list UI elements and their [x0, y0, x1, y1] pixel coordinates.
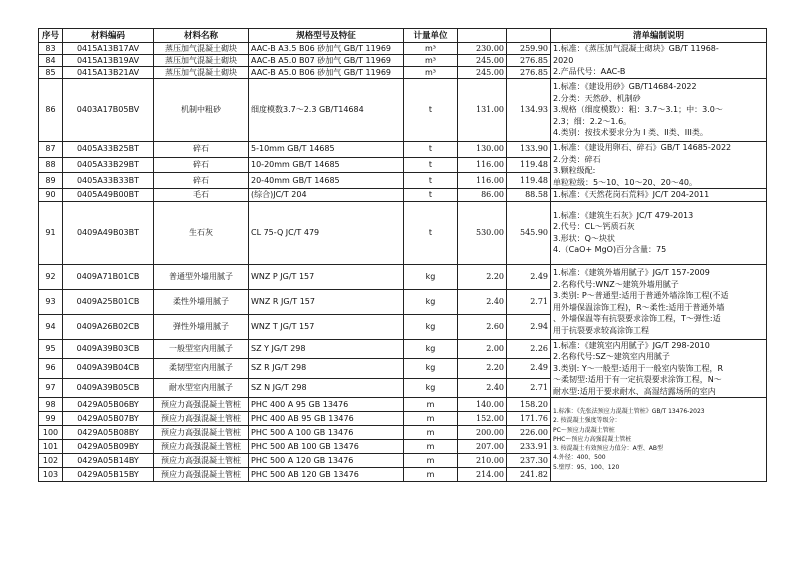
row-seq: 98	[39, 398, 63, 412]
row-seq: 89	[39, 173, 63, 189]
note-line: 4.外径：400、500	[553, 454, 606, 462]
row-unit: m	[404, 412, 458, 426]
row-code: 0409A26B02CB	[63, 314, 154, 339]
row-spec: AAC-B A3.5 B06 砂加气 GB/T 11969	[249, 43, 404, 55]
row-price-tax: 2.49	[507, 264, 551, 289]
row-spec: CL 75-Q JC/T 479	[249, 201, 404, 264]
row-name: 柔韧型室内用腻子	[154, 359, 249, 379]
notes-cell	[551, 142, 767, 189]
row-unit: m	[404, 454, 458, 468]
row-price-tax: 2.94	[507, 314, 551, 339]
row-spec: 10-20mm GB/T 14685	[249, 157, 404, 173]
row-seq: 97	[39, 378, 63, 398]
note-line: 2.分类：天然砂、机制砂	[553, 93, 641, 103]
row-unit: m³	[404, 67, 458, 79]
table-row	[39, 264, 767, 289]
header-desc: 清单编制说明	[551, 29, 767, 43]
row-spec: WNZ T JG/T 157	[249, 314, 404, 339]
table-body	[39, 43, 767, 482]
row-price-base: 214.00	[458, 468, 507, 482]
row-price-base: 140.00	[458, 398, 507, 412]
header-spec: 规格型号及特征	[249, 29, 404, 43]
row-code: 0415A13B19AV	[63, 55, 154, 67]
row-unit: m	[404, 468, 458, 482]
table-row	[39, 398, 767, 412]
row-unit: t	[404, 173, 458, 189]
row-seq: 103	[39, 468, 63, 482]
row-spec: SZ Y JG/T 298	[249, 339, 404, 359]
row-price-tax: 134.93	[507, 79, 551, 142]
row-spec: PHC 500 A 120 GB 13476	[249, 454, 404, 468]
row-spec: 细度模数3.7～2.3 GB/T14684	[249, 79, 404, 142]
note-line: 1.标准：《天然花岗石荒料》JC/T 204-2011	[553, 190, 710, 199]
note-line: 耐水型:适用于要求耐水、高湿结露场所的室内	[553, 386, 716, 396]
row-name: 生石灰	[154, 201, 249, 264]
row-price-base: 207.00	[458, 440, 507, 454]
notes-cell	[551, 264, 767, 339]
row-code: 0415A13B17AV	[63, 43, 154, 55]
header-unit: 计量单位	[404, 29, 458, 43]
note-line: PHC～预应力高强混凝土管桩	[553, 435, 632, 443]
row-name: 预应力高强混凝土管桩	[154, 426, 249, 440]
note-line: 2.分类：碎石	[553, 154, 601, 164]
row-code: 0405A33B33BT	[63, 173, 154, 189]
row-unit: kg	[404, 359, 458, 379]
row-price-base: 130.00	[458, 142, 507, 158]
row-unit: kg	[404, 378, 458, 398]
row-code: 0429A05B08BY	[63, 426, 154, 440]
row-unit: kg	[404, 264, 458, 289]
row-code: 0409A49B03BT	[63, 201, 154, 264]
row-price-tax: 276.85	[507, 55, 551, 67]
row-seq: 83	[39, 43, 63, 55]
row-spec: AAC-B A5.0 B07 砂加气 GB/T 11969	[249, 55, 404, 67]
note-line: 3.颗粒级配:	[553, 166, 596, 175]
row-unit: kg	[404, 314, 458, 339]
row-seq: 99	[39, 412, 63, 426]
row-price-tax: 119.48	[507, 173, 551, 189]
note-line: 2020	[553, 55, 574, 65]
row-name: 耐水型室内用腻子	[154, 378, 249, 398]
note-line: 1.标准：《建筑室内用腻子》JG/T 298-2010	[553, 340, 710, 350]
row-name: 碎石	[154, 157, 249, 173]
row-spec: WNZ R JG/T 157	[249, 289, 404, 314]
row-price-tax: 545.90	[507, 201, 551, 264]
row-spec: AAC-B A5.0 B06 砂加气 GB/T 11969	[249, 67, 404, 79]
row-spec: SZ N JG/T 298	[249, 378, 404, 398]
row-code: 0429A05B14BY	[63, 454, 154, 468]
row-price-tax: 88.58	[507, 189, 551, 202]
row-price-tax: 233.91	[507, 440, 551, 454]
row-seq: 93	[39, 289, 63, 314]
note-line: 1.标准：《建筑外墙用腻子》JG/T 157-2009	[553, 268, 710, 277]
row-price-base: 131.00	[458, 79, 507, 142]
row-code: 0405A33B25BT	[63, 142, 154, 158]
row-name: 弹性外墙用腻子	[154, 314, 249, 339]
notes-cell	[551, 79, 767, 142]
table-row	[39, 79, 767, 142]
row-code: 0405A33B29BT	[63, 157, 154, 173]
note-line: 1.标准：《建设用砂》GB/T14684-2022	[553, 82, 697, 92]
note-line: 5.壁厚：95、100、120	[553, 463, 620, 471]
note-line: 3.形状：Q～块状	[553, 233, 615, 243]
row-seq: 102	[39, 454, 63, 468]
row-name: 预应力高强混凝土管桩	[154, 412, 249, 426]
row-price-tax: 276.85	[507, 67, 551, 79]
note-line: 2.名称代号:SZ～建筑室内用腻子	[553, 352, 670, 361]
row-price-base: 210.00	[458, 454, 507, 468]
row-unit: t	[404, 189, 458, 202]
note-line: 1.标准：《建筑生石灰》JC/T 479-2013	[553, 210, 694, 220]
row-price-tax: 2.71	[507, 289, 551, 314]
row-name: 柔性外墙用腻子	[154, 289, 249, 314]
notes-cell	[551, 201, 767, 264]
row-seq: 96	[39, 359, 63, 379]
row-price-tax: 158.20	[507, 398, 551, 412]
table-row	[39, 201, 767, 264]
row-seq: 90	[39, 189, 63, 202]
row-code: 0409A39B04CB	[63, 359, 154, 379]
row-price-tax: 2.71	[507, 378, 551, 398]
row-unit: m³	[404, 43, 458, 55]
row-name: 预应力高强混凝土管桩	[154, 398, 249, 412]
row-unit: m	[404, 440, 458, 454]
row-name: 毛石	[154, 189, 249, 202]
note-line: 3.类别: P～普通型:适用于普通外墙涂饰工程(不适	[553, 291, 729, 300]
row-seq: 84	[39, 55, 63, 67]
row-name: 预应力高强混凝土管桩	[154, 440, 249, 454]
row-unit: m	[404, 426, 458, 440]
note-line: PC～预应力混凝土管桩	[553, 426, 615, 434]
notes-cell	[551, 43, 767, 79]
row-code: 0409A71B01CB	[63, 264, 154, 289]
header-price-2	[507, 29, 551, 43]
row-price-base: 2.20	[458, 264, 507, 289]
row-price-tax: 171.76	[507, 412, 551, 426]
row-spec: PHC 500 AB 120 GB 13476	[249, 468, 404, 482]
note-line: 3.规格（细度模数）：粗：3.7～3.1；中：3.0～	[553, 105, 723, 115]
row-spec: WNZ P JG/T 157	[249, 264, 404, 289]
note-line: 1.标准：《建设用卵石、碎石》GB/T 14685-2022	[553, 143, 732, 152]
notes-cell	[551, 339, 767, 398]
note-line: ～柔韧型:适用于有一定抗裂要求涂饰工程，N～	[553, 375, 722, 384]
row-code: 0409A39B03CB	[63, 339, 154, 359]
row-price-base: 245.00	[458, 67, 507, 79]
row-code: 0429A05B06BY	[63, 398, 154, 412]
row-price-base: 86.00	[458, 189, 507, 202]
header-code: 材料编码	[63, 29, 154, 43]
row-price-tax: 241.82	[507, 468, 551, 482]
note-line: 4.类别：按技术要求分为 I 类、II类、III类。	[553, 128, 708, 138]
row-price-base: 2.40	[458, 378, 507, 398]
note-line: 用于抗裂要求较高涂饰工程	[553, 325, 649, 335]
row-code: 0409A25B01CB	[63, 289, 154, 314]
header-row	[39, 29, 767, 43]
row-price-tax: 237.30	[507, 454, 551, 468]
row-code: 0429A05B09BY	[63, 440, 154, 454]
row-seq: 94	[39, 314, 63, 339]
row-price-base: 2.20	[458, 359, 507, 379]
note-line: 2.产品代号：AAC-B	[553, 67, 626, 77]
material-price-sheet	[38, 28, 767, 482]
table-row	[39, 43, 767, 55]
row-price-base: 230.00	[458, 43, 507, 55]
note-line: 1.标准：《蒸压加气混凝土砌块》GB/T 11968-	[553, 44, 719, 54]
row-unit: t	[404, 201, 458, 264]
row-price-tax: 2.26	[507, 339, 551, 359]
row-name: 机制中粗砂	[154, 79, 249, 142]
row-price-tax: 259.90	[507, 43, 551, 55]
row-spec: PHC 500 AB 100 GB 13476	[249, 440, 404, 454]
row-name: 蒸压加气混凝土砌块	[154, 43, 249, 55]
row-spec: (综合)JC/T 204	[249, 189, 404, 202]
note-line: 单粒粒级：5～10、10～20、20～40。	[553, 177, 697, 187]
row-price-base: 152.00	[458, 412, 507, 426]
row-name: 蒸压加气混凝土砌块	[154, 67, 249, 79]
row-seq: 100	[39, 426, 63, 440]
row-code: 0409A39B05CB	[63, 378, 154, 398]
row-spec: PHC 400 A 95 GB 13476	[249, 398, 404, 412]
note-line: 用外墙保温涂饰工程)，R～柔性:适用于普通外墙	[553, 302, 725, 312]
row-unit: t	[404, 157, 458, 173]
row-price-tax: 119.48	[507, 157, 551, 173]
row-name: 预应力高强混凝土管桩	[154, 468, 249, 482]
row-price-base: 200.00	[458, 426, 507, 440]
row-price-base: 116.00	[458, 173, 507, 189]
row-unit: kg	[404, 289, 458, 314]
row-seq: 95	[39, 339, 63, 359]
row-seq: 91	[39, 201, 63, 264]
row-code: 0429A05B15BY	[63, 468, 154, 482]
row-seq: 88	[39, 157, 63, 173]
row-name: 一般型室内用腻子	[154, 339, 249, 359]
material-table	[38, 28, 767, 482]
table-row	[39, 142, 767, 158]
notes-cell	[551, 398, 767, 482]
row-name: 蒸压加气混凝土砌块	[154, 55, 249, 67]
row-price-base: 2.00	[458, 339, 507, 359]
row-unit: m³	[404, 55, 458, 67]
note-line: 2.代号：CL～钙质石灰	[553, 222, 635, 231]
note-line: 3.类别: Y～一般型:适用于一般室内装饰工程，R	[553, 363, 724, 373]
note-line: 2.名称代号:WNZ～建筑外墙用腻子	[553, 279, 679, 289]
row-seq: 92	[39, 264, 63, 289]
row-spec: PHC 400 AB 95 GB 13476	[249, 412, 404, 426]
row-price-tax: 133.90	[507, 142, 551, 158]
row-price-tax: 2.49	[507, 359, 551, 379]
header-seq: 序号	[39, 29, 63, 43]
row-price-tax: 226.00	[507, 426, 551, 440]
notes-cell	[551, 189, 767, 202]
row-name: 碎石	[154, 173, 249, 189]
row-price-base: 2.60	[458, 314, 507, 339]
row-code: 0403A17B05BV	[63, 79, 154, 142]
row-code: 0405A49B00BT	[63, 189, 154, 202]
table-row	[39, 189, 767, 202]
table-row	[39, 339, 767, 359]
row-spec: PHC 500 A 100 GB 13476	[249, 426, 404, 440]
row-code: 0415A13B21AV	[63, 67, 154, 79]
row-unit: t	[404, 79, 458, 142]
note-line: 1.标准：《先张法预应力混凝土管桩》GB/T 13476-2023	[553, 408, 705, 416]
row-name: 预应力高强混凝土管桩	[154, 454, 249, 468]
row-price-base: 116.00	[458, 157, 507, 173]
header-price-1	[458, 29, 507, 43]
row-seq: 86	[39, 79, 63, 142]
note-line: 2.3；细：2.2～1.6。	[553, 116, 632, 126]
note-line: 、外墙保温等有抗裂要求涂饰工程，T～弹性:适	[553, 314, 721, 323]
header-name: 材料名称	[154, 29, 249, 43]
row-price-base: 2.40	[458, 289, 507, 314]
row-seq: 87	[39, 142, 63, 158]
row-spec: 20-40mm GB/T 14685	[249, 173, 404, 189]
row-price-base: 245.00	[458, 55, 507, 67]
row-spec: 5-10mm GB/T 14685	[249, 142, 404, 158]
row-unit: m	[404, 398, 458, 412]
row-name: 普通型外墙用腻子	[154, 264, 249, 289]
note-line: 2. 按混凝土强度等级分：	[553, 417, 621, 425]
note-line: 4.（CaO+ MgO)百分含量：75	[553, 245, 667, 254]
row-spec: SZ R JG/T 298	[249, 359, 404, 379]
row-code: 0429A05B07BY	[63, 412, 154, 426]
row-unit: t	[404, 142, 458, 158]
row-seq: 85	[39, 67, 63, 79]
row-price-base: 530.00	[458, 201, 507, 264]
row-seq: 101	[39, 440, 63, 454]
row-name: 碎石	[154, 142, 249, 158]
row-unit: kg	[404, 339, 458, 359]
note-line: 3. 按混凝土有效预应力值分：A型、AB型	[553, 445, 663, 453]
